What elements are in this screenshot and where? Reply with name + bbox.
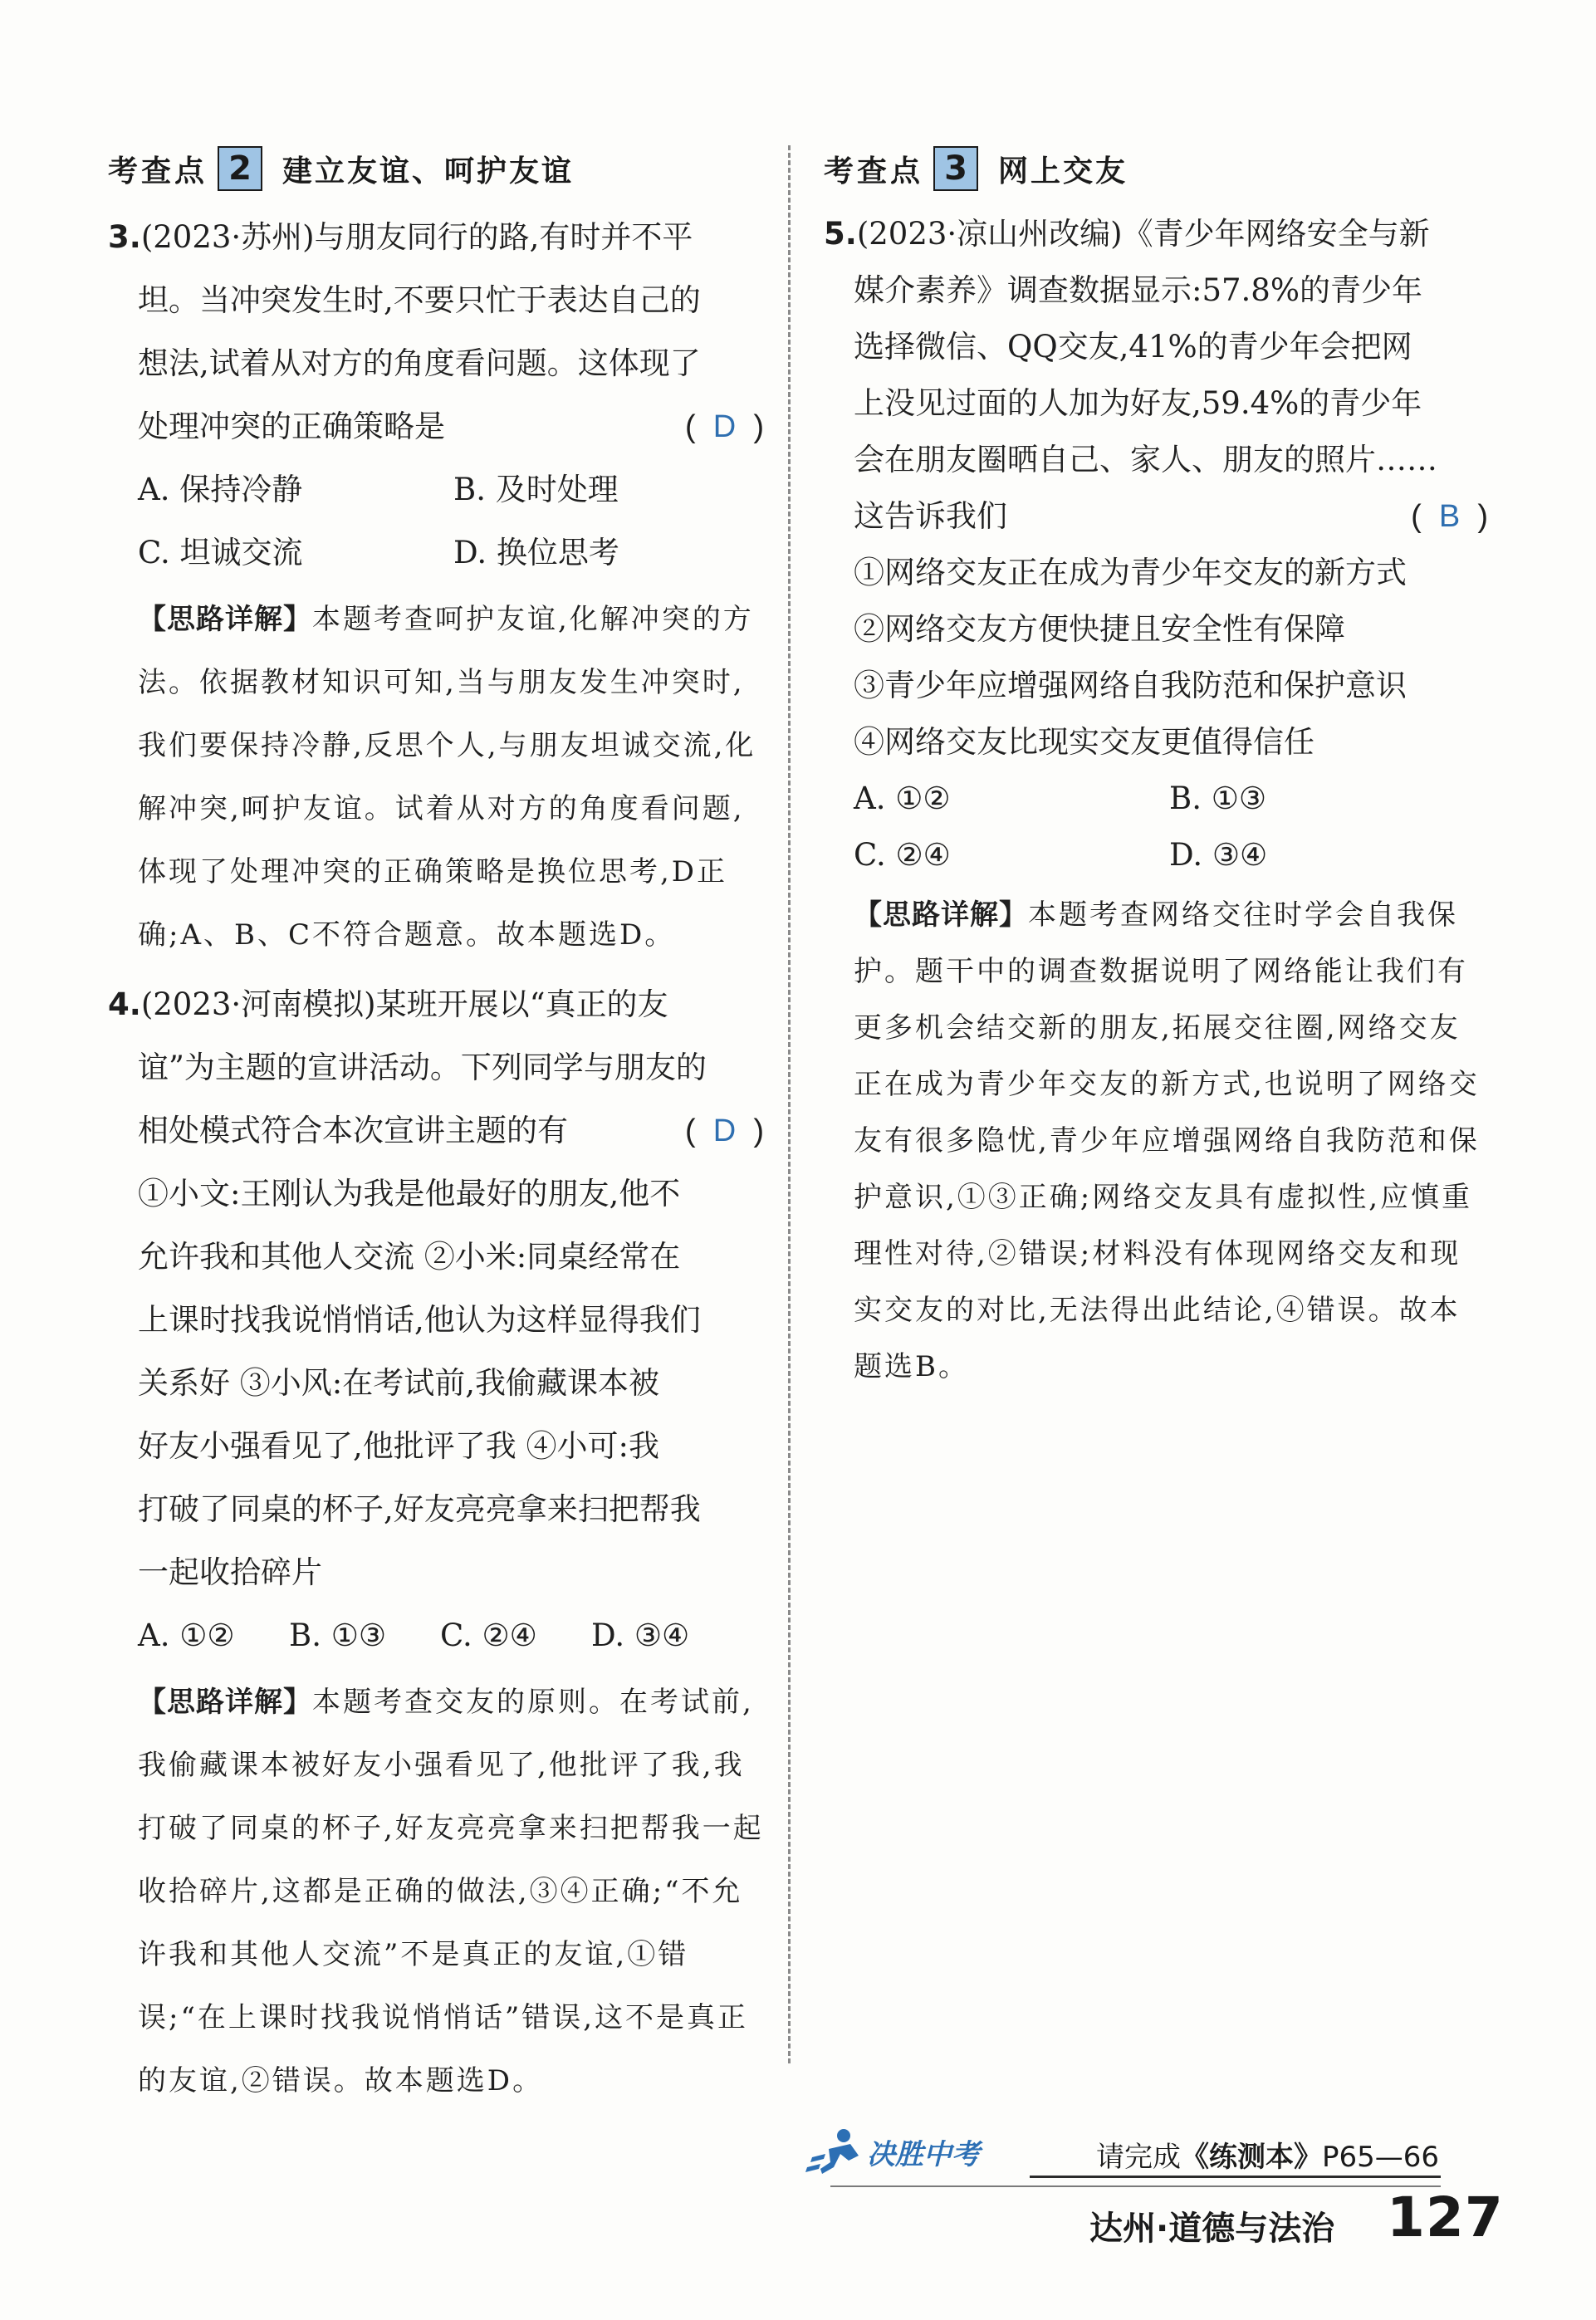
answer-letter: D [712, 409, 737, 444]
explanation [108, 588, 764, 967]
option: C. ②④ [440, 1618, 537, 1653]
section-title: 网上交友 [998, 154, 1128, 188]
answer-box: ( D ) [684, 1114, 764, 1148]
footer-rule [1030, 2176, 1441, 2178]
question-stem-line: 相处模式符合本次宣讲主题的有 [138, 1113, 568, 1148]
question-stem-line: 谊”为主题的宣讲活动。下列同学与朋友的 [138, 1050, 707, 1085]
section-header-2 [108, 143, 574, 194]
statement-list [108, 1162, 764, 1604]
explanation [108, 1671, 764, 2112]
question-number: 5. [824, 216, 857, 252]
question-stem-last-line [108, 395, 764, 458]
options [108, 458, 764, 585]
statement-line: 关系好 ③小风:在考试前,我偷藏课本被 [138, 1365, 659, 1401]
question-number: 3. [108, 219, 141, 255]
column-divider [788, 145, 791, 2063]
option: B. 及时处理 [453, 472, 619, 507]
statement-line: ③青少年应增强网络自我防范和保护意识 [854, 668, 1407, 703]
question-stem-last-line [108, 1099, 764, 1162]
answer-letter: D [712, 1114, 737, 1148]
book-title: 达州·道德与法治 [1089, 2210, 1335, 2248]
explanation-text: 本题考查网络交往时学会自我保护。题干中的调查数据说明了网络能让我们有更多机会结交新的朋友,拓展交往圈,网络交友正在成为青少年交友的新方式,也说明了网络交友有很多隐忧,青少年应增强网络自我防范和保护意识,①③正确;网络交友具有虚拟性,应慎重理性对待,②错误;材料没有体现网络交友和现实交友的对比,无法得出此结论,④错误。故本题选B。 [854, 898, 1480, 1383]
explanation-text: 本题考查呵护友谊,化解冲突的方法。依据教材知识可知,当与朋友发生冲突时,我们要保持冷静,反思个人,与朋友坦诚交流,化解冲突,呵护友谊。试着从对方的角度看问题,体现了处理冲突的正确策略是换位思考,D正确;A、B、C不符合题意。故本题选D。 [138, 603, 756, 952]
question-stem-line: 坦。当冲突发生时,不要只忙于表达自己的 [138, 282, 701, 318]
options [824, 771, 1488, 883]
section-label: 考查点 [108, 154, 208, 188]
left-column [108, 206, 764, 2119]
page-number: 127 [1387, 2185, 1504, 2249]
statement-line: ④网络交友比现实交友更值得信任 [854, 724, 1314, 760]
question-number: 4. [108, 986, 141, 1022]
question-stem-line: (2023·河南模拟)某班开展以“真正的友 [140, 986, 668, 1022]
question-stem-line: 想法,试着从对方的角度看问题。这体现了 [138, 345, 701, 381]
statement-line: 上课时找我说悄悄话,他认为这样显得我们 [138, 1302, 701, 1338]
section-number: 3 [933, 146, 978, 191]
answer-box: ( D ) [684, 409, 764, 444]
explanation-tag: 【思路详解】 [854, 898, 1028, 932]
question-stem-line: (2023·凉山州改编)《青少年网络安全与新 [856, 216, 1430, 252]
option: B. ①③ [289, 1618, 387, 1653]
footer-task [1096, 2134, 1439, 2175]
statement-line: 打破了同桌的杯子,好友亮亮拿来扫把帮我 [138, 1491, 701, 1527]
statement-line: 一起收拾碎片 [138, 1554, 322, 1590]
option: C. ②④ [854, 837, 951, 873]
task-pages: P65—66 [1322, 2141, 1440, 2174]
explanation-text: 本题考查交友的原则。在考试前,我偷藏课本被好友小强看见了,他批评了我,我打破了同桌的杯子,好友亮亮拿来扫把帮我一起收拾碎片,这都是正确的做法,③④正确;“不允许我和其他人交流”不是真正的友谊,①错误;“在上课时找我说悄悄话”错误,这不是真正的友谊,②错误。故本题选D。 [138, 1686, 764, 2097]
section-header-3 [824, 143, 1128, 194]
option: A. ①② [854, 781, 951, 816]
question-stem-line: 这告诉我们 [854, 498, 1007, 534]
option: A. ①② [138, 1618, 235, 1653]
question-stem-line: 上没见过面的人加为好友,59.4%的青少年 [854, 385, 1422, 421]
right-column [824, 206, 1488, 1402]
option: B. ①③ [1169, 781, 1267, 816]
question-stem-last-line [824, 488, 1488, 545]
option: D. ③④ [1169, 837, 1268, 873]
option: A. 保持冷静 [138, 472, 303, 507]
question-stem-line: (2023·苏州)与朋友同行的路,有时并不平 [140, 219, 693, 255]
question-4 [108, 973, 764, 2112]
question-3 [108, 206, 764, 967]
exam-brand-logo [804, 2124, 1053, 2184]
task-book: 《练测本》 [1181, 2141, 1322, 2174]
question-5 [824, 206, 1488, 1395]
section-number: 2 [218, 146, 262, 191]
option: D. 换位思考 [453, 535, 619, 570]
statement-line: ②网络交友方便快捷且安全性有保障 [854, 611, 1345, 647]
option: D. ③④ [591, 1618, 690, 1653]
task-prefix: 请完成 [1096, 2141, 1181, 2174]
statement-line: 好友小强看见了,他批评了我 ④小可:我 [138, 1428, 659, 1464]
option: C. 坦诚交流 [138, 535, 303, 570]
question-stem-line: 媒介素养》调查数据显示:57.8%的青少年 [854, 272, 1423, 308]
explanation-tag: 【思路详解】 [138, 1686, 312, 1719]
section-label: 考查点 [824, 154, 924, 188]
footer-rule-thin [830, 2185, 1441, 2187]
answer-letter: B [1438, 499, 1461, 534]
question-stem-line: 选择微信、QQ交友,41%的青少年会把网 [854, 329, 1412, 365]
explanation [824, 887, 1488, 1395]
logo-text: 决胜中考 [867, 2138, 980, 2171]
question-stem-line: 处理冲突的正确策略是 [138, 409, 445, 444]
question-stem-line: 会在朋友圈晒自己、家人、朋友的照片…… [854, 442, 1437, 477]
explanation-tag: 【思路详解】 [138, 603, 312, 636]
options [108, 1604, 764, 1667]
statement-list [824, 545, 1488, 771]
answer-box: ( B ) [1411, 499, 1488, 534]
statement-line: ①小文:王刚认为我是他最好的朋友,他不 [138, 1176, 681, 1211]
section-title: 建立友谊、呵护友谊 [282, 154, 575, 188]
statement-line: 允许我和其他人交流 ②小米:同桌经常在 [138, 1239, 681, 1275]
statement-line: ①网络交友正在成为青少年交友的新方式 [854, 555, 1407, 590]
